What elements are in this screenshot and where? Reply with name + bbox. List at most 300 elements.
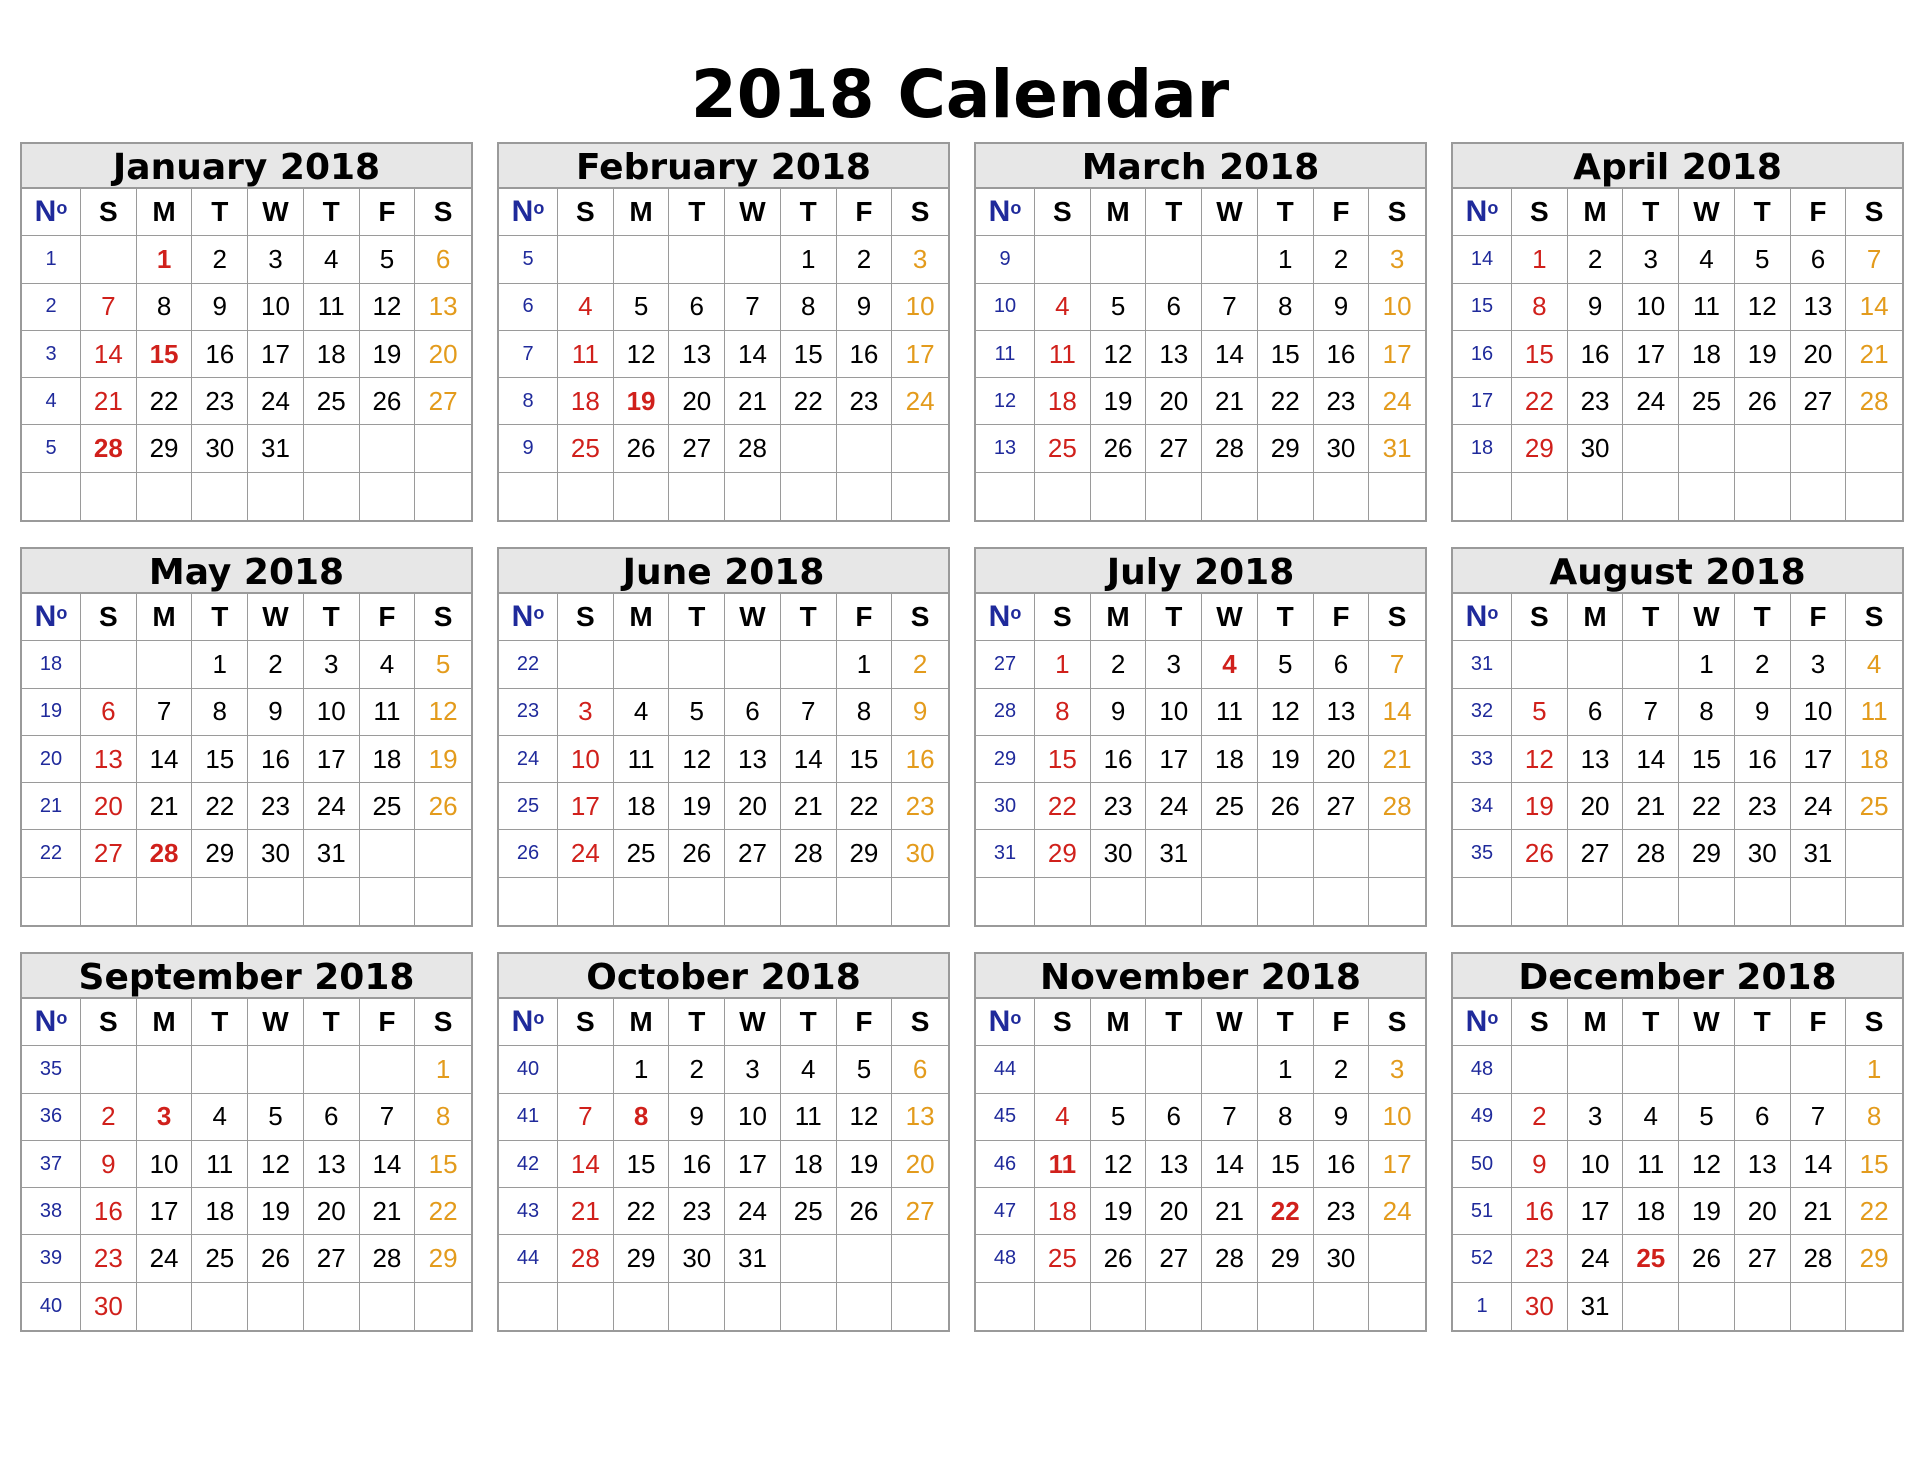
day-cell[interactable]: 30 [1314,425,1370,472]
day-cell[interactable]: 27 [1791,378,1847,425]
day-cell[interactable]: 18 [614,783,670,830]
day-cell[interactable]: 2 [192,236,248,283]
day-cell[interactable]: 24 [1146,783,1202,830]
day-cell[interactable]: 28 [81,425,137,472]
day-cell[interactable]: 8 [837,689,893,736]
day-cell[interactable]: 4 [360,641,416,688]
day-cell[interactable]: 17 [1791,736,1847,783]
day-cell[interactable]: 24 [1791,783,1847,830]
day-cell[interactable]: 30 [1314,1235,1370,1282]
day-cell[interactable]: 7 [1791,1094,1847,1141]
day-cell[interactable]: 6 [669,284,725,331]
day-cell[interactable]: 4 [1202,641,1258,688]
day-cell[interactable]: 5 [415,641,471,688]
day-cell[interactable]: 13 [81,736,137,783]
day-cell[interactable]: 28 [1202,425,1258,472]
day-cell[interactable]: 15 [614,1141,670,1188]
day-cell[interactable]: 25 [1035,1235,1091,1282]
day-cell[interactable]: 12 [360,284,416,331]
day-cell[interactable]: 11 [781,1094,837,1141]
day-cell[interactable]: 31 [248,425,304,472]
day-cell[interactable]: 13 [1568,736,1624,783]
day-cell[interactable]: 18 [360,736,416,783]
day-cell[interactable]: 23 [1512,1235,1568,1282]
day-cell[interactable]: 25 [360,783,416,830]
day-cell[interactable]: 7 [1202,1094,1258,1141]
day-cell[interactable]: 15 [1846,1141,1902,1188]
day-cell[interactable]: 22 [614,1188,670,1235]
day-cell[interactable]: 23 [669,1188,725,1235]
day-cell[interactable]: 23 [81,1235,137,1282]
day-cell[interactable]: 1 [137,236,193,283]
day-cell[interactable]: 26 [1258,783,1314,830]
day-cell[interactable]: 10 [304,689,360,736]
day-cell[interactable]: 16 [1314,331,1370,378]
day-cell[interactable]: 8 [192,689,248,736]
day-cell[interactable]: 3 [304,641,360,688]
day-cell[interactable]: 28 [1369,783,1425,830]
day-cell[interactable]: 19 [1091,378,1147,425]
day-cell[interactable]: 6 [1568,689,1624,736]
day-cell[interactable]: 19 [360,331,416,378]
day-cell[interactable]: 29 [137,425,193,472]
day-cell[interactable]: 13 [892,1094,948,1141]
day-cell[interactable]: 21 [1202,1188,1258,1235]
day-cell[interactable]: 1 [1512,236,1568,283]
day-cell[interactable]: 29 [1512,425,1568,472]
day-cell[interactable]: 2 [1314,236,1370,283]
day-cell[interactable]: 28 [1623,830,1679,877]
day-cell[interactable]: 2 [1512,1094,1568,1141]
day-cell[interactable]: 16 [81,1188,137,1235]
day-cell[interactable]: 6 [1735,1094,1791,1141]
day-cell[interactable]: 12 [837,1094,893,1141]
day-cell[interactable]: 28 [1846,378,1902,425]
day-cell[interactable]: 12 [415,689,471,736]
day-cell[interactable]: 7 [558,1094,614,1141]
day-cell[interactable]: 29 [1679,830,1735,877]
day-cell[interactable]: 20 [304,1188,360,1235]
day-cell[interactable]: 29 [614,1235,670,1282]
day-cell[interactable]: 13 [1791,284,1847,331]
day-cell[interactable]: 4 [1623,1094,1679,1141]
day-cell[interactable]: 12 [248,1141,304,1188]
day-cell[interactable]: 3 [1369,236,1425,283]
day-cell[interactable]: 26 [614,425,670,472]
day-cell[interactable]: 4 [558,284,614,331]
day-cell[interactable]: 12 [1735,284,1791,331]
day-cell[interactable]: 17 [248,331,304,378]
day-cell[interactable]: 9 [837,284,893,331]
day-cell[interactable]: 31 [304,830,360,877]
day-cell[interactable]: 16 [892,736,948,783]
day-cell[interactable]: 4 [1035,284,1091,331]
day-cell[interactable]: 4 [614,689,670,736]
day-cell[interactable]: 29 [837,830,893,877]
day-cell[interactable]: 25 [1679,378,1735,425]
day-cell[interactable]: 17 [1369,1141,1425,1188]
day-cell[interactable]: 15 [137,331,193,378]
day-cell[interactable]: 24 [725,1188,781,1235]
day-cell[interactable]: 5 [1091,1094,1147,1141]
day-cell[interactable]: 23 [192,378,248,425]
day-cell[interactable]: 22 [1258,378,1314,425]
day-cell[interactable]: 18 [1035,1188,1091,1235]
day-cell[interactable]: 11 [614,736,670,783]
day-cell[interactable]: 18 [1202,736,1258,783]
day-cell[interactable]: 26 [360,378,416,425]
day-cell[interactable]: 23 [892,783,948,830]
day-cell[interactable]: 5 [614,284,670,331]
day-cell[interactable]: 14 [1846,284,1902,331]
day-cell[interactable]: 24 [1369,378,1425,425]
day-cell[interactable]: 21 [725,378,781,425]
day-cell[interactable]: 5 [669,689,725,736]
day-cell[interactable]: 27 [1146,1235,1202,1282]
day-cell[interactable]: 30 [248,830,304,877]
day-cell[interactable]: 2 [669,1046,725,1093]
day-cell[interactable]: 6 [725,689,781,736]
day-cell[interactable]: 7 [725,284,781,331]
day-cell[interactable]: 5 [1679,1094,1735,1141]
day-cell[interactable]: 17 [304,736,360,783]
day-cell[interactable]: 23 [1091,783,1147,830]
day-cell[interactable]: 7 [81,284,137,331]
day-cell[interactable]: 7 [1369,641,1425,688]
day-cell[interactable]: 19 [614,378,670,425]
day-cell[interactable]: 24 [558,830,614,877]
day-cell[interactable]: 9 [1314,284,1370,331]
day-cell[interactable]: 8 [1846,1094,1902,1141]
day-cell[interactable]: 28 [781,830,837,877]
day-cell[interactable]: 21 [1791,1188,1847,1235]
day-cell[interactable]: 11 [304,284,360,331]
day-cell[interactable]: 29 [1258,1235,1314,1282]
day-cell[interactable]: 16 [248,736,304,783]
day-cell[interactable]: 21 [558,1188,614,1235]
day-cell[interactable]: 13 [1146,1141,1202,1188]
day-cell[interactable]: 16 [1512,1188,1568,1235]
day-cell[interactable]: 12 [669,736,725,783]
day-cell[interactable]: 4 [1679,236,1735,283]
day-cell[interactable]: 15 [1512,331,1568,378]
day-cell[interactable]: 12 [1091,1141,1147,1188]
day-cell[interactable]: 6 [1314,641,1370,688]
day-cell[interactable]: 13 [725,736,781,783]
day-cell[interactable]: 25 [1035,425,1091,472]
day-cell[interactable]: 25 [1623,1235,1679,1282]
day-cell[interactable]: 19 [837,1141,893,1188]
day-cell[interactable]: 30 [1735,830,1791,877]
day-cell[interactable]: 16 [1568,331,1624,378]
day-cell[interactable]: 20 [1735,1188,1791,1235]
day-cell[interactable]: 25 [192,1235,248,1282]
day-cell[interactable]: 22 [192,783,248,830]
day-cell[interactable]: 26 [669,830,725,877]
day-cell[interactable]: 25 [781,1188,837,1235]
day-cell[interactable]: 5 [837,1046,893,1093]
day-cell[interactable]: 3 [137,1094,193,1141]
day-cell[interactable]: 5 [1512,689,1568,736]
day-cell[interactable]: 11 [558,331,614,378]
day-cell[interactable]: 10 [1623,284,1679,331]
day-cell[interactable]: 29 [1258,425,1314,472]
day-cell[interactable]: 18 [781,1141,837,1188]
day-cell[interactable]: 17 [1146,736,1202,783]
day-cell[interactable]: 26 [1091,425,1147,472]
day-cell[interactable]: 24 [892,378,948,425]
day-cell[interactable]: 1 [1679,641,1735,688]
day-cell[interactable]: 22 [1512,378,1568,425]
day-cell[interactable]: 14 [725,331,781,378]
day-cell[interactable]: 12 [1258,689,1314,736]
day-cell[interactable]: 26 [1679,1235,1735,1282]
day-cell[interactable]: 8 [781,284,837,331]
day-cell[interactable]: 8 [1258,1094,1314,1141]
day-cell[interactable]: 31 [1369,425,1425,472]
day-cell[interactable]: 24 [304,783,360,830]
day-cell[interactable]: 5 [1258,641,1314,688]
day-cell[interactable]: 1 [415,1046,471,1093]
day-cell[interactable]: 19 [669,783,725,830]
day-cell[interactable]: 19 [415,736,471,783]
day-cell[interactable]: 17 [1369,331,1425,378]
day-cell[interactable]: 4 [1846,641,1902,688]
day-cell[interactable]: 9 [1512,1141,1568,1188]
day-cell[interactable]: 8 [415,1094,471,1141]
day-cell[interactable]: 10 [558,736,614,783]
day-cell[interactable]: 7 [1623,689,1679,736]
day-cell[interactable]: 11 [1202,689,1258,736]
day-cell[interactable]: 30 [1091,830,1147,877]
day-cell[interactable]: 7 [781,689,837,736]
day-cell[interactable]: 3 [1146,641,1202,688]
day-cell[interactable]: 31 [1146,830,1202,877]
day-cell[interactable]: 14 [1369,689,1425,736]
day-cell[interactable]: 27 [81,830,137,877]
day-cell[interactable]: 9 [81,1141,137,1188]
day-cell[interactable]: 25 [304,378,360,425]
day-cell[interactable]: 9 [892,689,948,736]
day-cell[interactable]: 13 [1314,689,1370,736]
day-cell[interactable]: 24 [1623,378,1679,425]
day-cell[interactable]: 10 [248,284,304,331]
day-cell[interactable]: 4 [781,1046,837,1093]
day-cell[interactable]: 30 [192,425,248,472]
day-cell[interactable]: 21 [1202,378,1258,425]
day-cell[interactable]: 5 [360,236,416,283]
day-cell[interactable]: 27 [415,378,471,425]
day-cell[interactable]: 20 [1146,1188,1202,1235]
day-cell[interactable]: 16 [837,331,893,378]
day-cell[interactable]: 24 [1369,1188,1425,1235]
day-cell[interactable]: 14 [1202,331,1258,378]
day-cell[interactable]: 21 [137,783,193,830]
day-cell[interactable]: 28 [1202,1235,1258,1282]
day-cell[interactable]: 30 [892,830,948,877]
day-cell[interactable]: 25 [1846,783,1902,830]
day-cell[interactable]: 6 [892,1046,948,1093]
day-cell[interactable]: 19 [1735,331,1791,378]
day-cell[interactable]: 13 [1735,1141,1791,1188]
day-cell[interactable]: 3 [1568,1094,1624,1141]
day-cell[interactable]: 23 [837,378,893,425]
day-cell[interactable]: 13 [1146,331,1202,378]
day-cell[interactable]: 26 [415,783,471,830]
day-cell[interactable]: 1 [837,641,893,688]
day-cell[interactable]: 18 [1846,736,1902,783]
day-cell[interactable]: 10 [137,1141,193,1188]
day-cell[interactable]: 10 [1369,1094,1425,1141]
day-cell[interactable]: 20 [81,783,137,830]
day-cell[interactable]: 31 [1568,1283,1624,1330]
day-cell[interactable]: 11 [1846,689,1902,736]
day-cell[interactable]: 28 [725,425,781,472]
day-cell[interactable]: 22 [1258,1188,1314,1235]
day-cell[interactable]: 3 [725,1046,781,1093]
day-cell[interactable]: 11 [1035,331,1091,378]
day-cell[interactable]: 1 [614,1046,670,1093]
day-cell[interactable]: 27 [1735,1235,1791,1282]
day-cell[interactable]: 2 [248,641,304,688]
day-cell[interactable]: 3 [892,236,948,283]
day-cell[interactable]: 2 [1091,641,1147,688]
day-cell[interactable]: 20 [415,331,471,378]
day-cell[interactable]: 6 [81,689,137,736]
day-cell[interactable]: 21 [81,378,137,425]
day-cell[interactable]: 19 [248,1188,304,1235]
day-cell[interactable]: 26 [1091,1235,1147,1282]
day-cell[interactable]: 15 [837,736,893,783]
day-cell[interactable]: 23 [1314,1188,1370,1235]
day-cell[interactable]: 31 [725,1235,781,1282]
day-cell[interactable]: 10 [1568,1141,1624,1188]
day-cell[interactable]: 21 [781,783,837,830]
day-cell[interactable]: 21 [360,1188,416,1235]
day-cell[interactable]: 1 [1258,236,1314,283]
day-cell[interactable]: 13 [669,331,725,378]
day-cell[interactable]: 9 [192,284,248,331]
day-cell[interactable]: 3 [1369,1046,1425,1093]
day-cell[interactable]: 24 [137,1235,193,1282]
day-cell[interactable]: 30 [1512,1283,1568,1330]
day-cell[interactable]: 14 [81,331,137,378]
day-cell[interactable]: 24 [1568,1235,1624,1282]
day-cell[interactable]: 29 [192,830,248,877]
day-cell[interactable]: 8 [1258,284,1314,331]
day-cell[interactable]: 25 [558,425,614,472]
day-cell[interactable]: 15 [1258,331,1314,378]
day-cell[interactable]: 28 [558,1235,614,1282]
day-cell[interactable]: 27 [892,1188,948,1235]
day-cell[interactable]: 6 [1791,236,1847,283]
day-cell[interactable]: 17 [892,331,948,378]
day-cell[interactable]: 20 [1791,331,1847,378]
day-cell[interactable]: 18 [192,1188,248,1235]
day-cell[interactable]: 1 [1258,1046,1314,1093]
day-cell[interactable]: 17 [558,783,614,830]
day-cell[interactable]: 15 [1035,736,1091,783]
day-cell[interactable]: 16 [669,1141,725,1188]
day-cell[interactable]: 28 [1791,1235,1847,1282]
day-cell[interactable]: 22 [837,783,893,830]
day-cell[interactable]: 18 [558,378,614,425]
day-cell[interactable]: 20 [892,1141,948,1188]
day-cell[interactable]: 13 [304,1141,360,1188]
day-cell[interactable]: 25 [614,830,670,877]
day-cell[interactable]: 19 [1679,1188,1735,1235]
day-cell[interactable]: 8 [1035,689,1091,736]
day-cell[interactable]: 9 [1568,284,1624,331]
day-cell[interactable]: 5 [248,1094,304,1141]
day-cell[interactable]: 12 [614,331,670,378]
day-cell[interactable]: 23 [1735,783,1791,830]
day-cell[interactable]: 14 [360,1141,416,1188]
day-cell[interactable]: 14 [558,1141,614,1188]
day-cell[interactable]: 10 [892,284,948,331]
day-cell[interactable]: 2 [1314,1046,1370,1093]
day-cell[interactable]: 20 [1146,378,1202,425]
day-cell[interactable]: 9 [669,1094,725,1141]
day-cell[interactable]: 3 [248,236,304,283]
day-cell[interactable]: 29 [1035,830,1091,877]
day-cell[interactable]: 14 [1202,1141,1258,1188]
day-cell[interactable]: 29 [415,1235,471,1282]
day-cell[interactable]: 1 [781,236,837,283]
day-cell[interactable]: 7 [360,1094,416,1141]
day-cell[interactable]: 8 [1679,689,1735,736]
day-cell[interactable]: 26 [837,1188,893,1235]
day-cell[interactable]: 1 [192,641,248,688]
day-cell[interactable]: 11 [360,689,416,736]
day-cell[interactable]: 2 [892,641,948,688]
day-cell[interactable]: 10 [1791,689,1847,736]
day-cell[interactable]: 22 [1679,783,1735,830]
day-cell[interactable]: 1 [1035,641,1091,688]
day-cell[interactable]: 15 [1679,736,1735,783]
day-cell[interactable]: 27 [1568,830,1624,877]
day-cell[interactable]: 27 [304,1235,360,1282]
day-cell[interactable]: 1 [1846,1046,1902,1093]
day-cell[interactable]: 23 [1314,378,1370,425]
day-cell[interactable]: 7 [1202,284,1258,331]
day-cell[interactable]: 17 [725,1141,781,1188]
day-cell[interactable]: 12 [1679,1141,1735,1188]
day-cell[interactable]: 20 [725,783,781,830]
day-cell[interactable]: 22 [781,378,837,425]
day-cell[interactable]: 11 [1679,284,1735,331]
day-cell[interactable]: 14 [1623,736,1679,783]
day-cell[interactable]: 11 [192,1141,248,1188]
day-cell[interactable]: 14 [781,736,837,783]
day-cell[interactable]: 2 [1568,236,1624,283]
day-cell[interactable]: 16 [1091,736,1147,783]
day-cell[interactable]: 21 [1846,331,1902,378]
day-cell[interactable]: 12 [1091,331,1147,378]
day-cell[interactable]: 20 [1314,736,1370,783]
day-cell[interactable]: 9 [248,689,304,736]
day-cell[interactable]: 15 [192,736,248,783]
day-cell[interactable]: 9 [1314,1094,1370,1141]
day-cell[interactable]: 20 [1568,783,1624,830]
day-cell[interactable]: 13 [415,284,471,331]
day-cell[interactable]: 17 [1623,331,1679,378]
day-cell[interactable]: 26 [1512,830,1568,877]
day-cell[interactable]: 22 [1035,783,1091,830]
day-cell[interactable]: 16 [1314,1141,1370,1188]
day-cell[interactable]: 22 [1846,1188,1902,1235]
day-cell[interactable]: 8 [614,1094,670,1141]
